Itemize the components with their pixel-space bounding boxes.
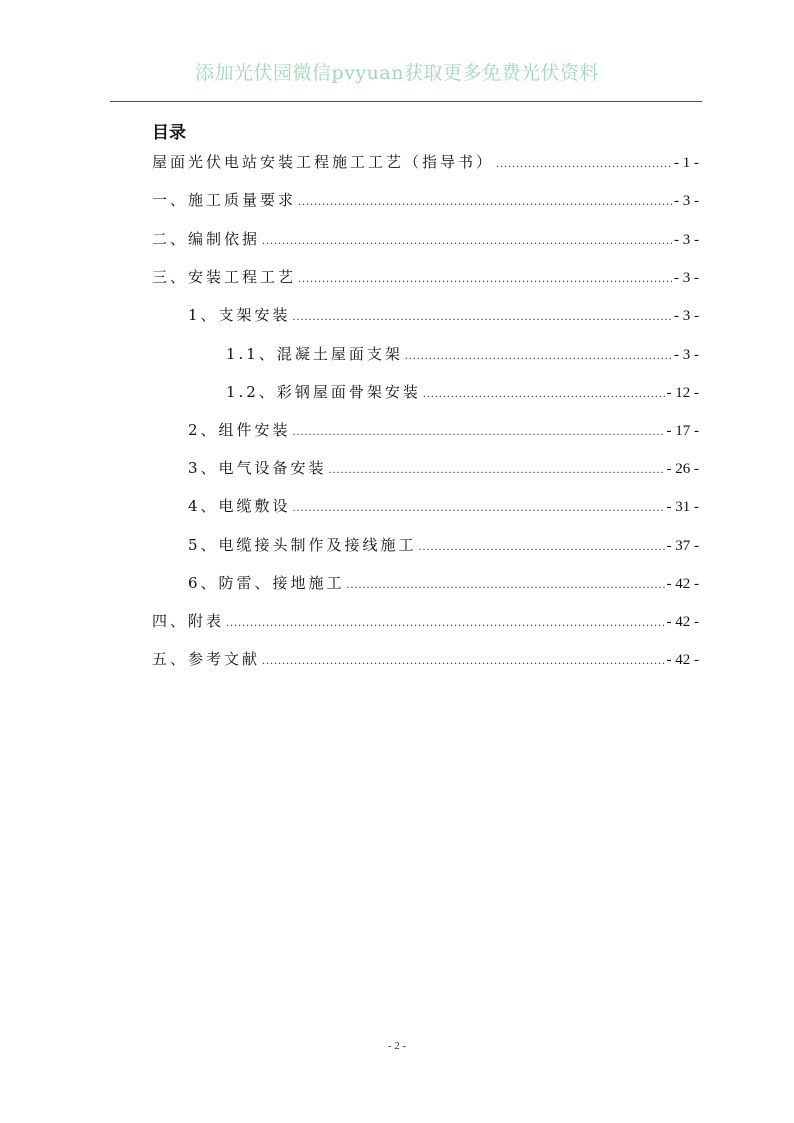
toc-entry-page: - 12 - xyxy=(666,385,699,401)
toc-leader-dots xyxy=(347,572,665,596)
toc-entry-page: - 3 - xyxy=(674,308,699,324)
toc-leader-dots xyxy=(293,304,672,328)
toc-leader-dots xyxy=(262,648,664,672)
toc-entry-label: 5、电缆接头制作及接线施工 xyxy=(188,536,417,554)
toc-entry[interactable] xyxy=(188,303,699,327)
toc-entry[interactable] xyxy=(152,647,699,671)
toc-entry-label: 4、电缆敷设 xyxy=(188,497,291,515)
toc-entry[interactable] xyxy=(152,227,699,251)
toc-leader-dots xyxy=(262,228,672,252)
toc-leader-dots xyxy=(329,457,665,481)
toc-entry[interactable] xyxy=(226,342,699,366)
toc-entry-label: 1、支架安装 xyxy=(188,306,291,324)
toc-entry[interactable] xyxy=(152,265,699,289)
toc-entry-page: - 42 - xyxy=(666,576,699,592)
toc-leader-dots xyxy=(496,151,672,175)
toc-leader-dots xyxy=(298,266,672,290)
header-watermark: 添加光伏园微信pvyuan获取更多免费光伏资料 xyxy=(195,62,599,84)
toc-entry-page: - 17 - xyxy=(666,423,699,439)
toc-leader-dots xyxy=(293,419,665,443)
toc-entry-page: - 26 - xyxy=(666,461,699,477)
toc-entry-label: 一、施工质量要求 xyxy=(152,191,297,209)
toc-entry-label: 2、组件安装 xyxy=(188,421,291,439)
toc-entry-page: - 3 - xyxy=(674,270,699,286)
toc-leader-dots xyxy=(293,495,665,519)
toc-entry[interactable] xyxy=(188,456,699,480)
toc-leader-dots xyxy=(226,610,664,634)
toc-entry-label: 6、防雷、接地施工 xyxy=(188,574,345,592)
toc-entry-page: - 42 - xyxy=(666,652,699,668)
toc-title: 目录 xyxy=(152,123,186,143)
toc-entry[interactable] xyxy=(152,188,699,212)
toc-entry-page: - 3 - xyxy=(674,347,699,363)
toc-entry[interactable] xyxy=(152,150,699,174)
toc-leader-dots xyxy=(423,381,665,405)
toc-leader-dots xyxy=(298,189,672,213)
toc-entry[interactable] xyxy=(152,609,699,633)
toc-entry[interactable] xyxy=(188,533,699,557)
toc-entry-page: - 1 - xyxy=(674,155,699,171)
toc-entry[interactable] xyxy=(188,494,699,518)
toc-entry-label: 三、安装工程工艺 xyxy=(152,268,297,286)
toc-entry-page: - 37 - xyxy=(666,538,699,554)
toc-entry-page: - 3 - xyxy=(674,232,699,248)
toc-entry-label: 屋面光伏电站安装工程施工工艺（指导书） xyxy=(152,153,495,171)
toc-leader-dots xyxy=(419,534,665,558)
toc-entry-page: - 42 - xyxy=(666,614,699,630)
toc-entry-label: 四、附表 xyxy=(152,612,225,630)
toc-entry-label: 1.2、彩钢屋面骨架安装 xyxy=(226,383,421,401)
toc-entry-label: 1.1、混凝土屋面支架 xyxy=(226,345,403,363)
toc-entry-label: 二、编制依据 xyxy=(152,230,261,248)
toc-entry[interactable] xyxy=(188,571,699,595)
toc-leader-dots xyxy=(405,343,672,367)
toc-entry[interactable] xyxy=(226,380,699,404)
page-number: - 2 - xyxy=(387,1040,407,1052)
toc-entry-page: - 31 - xyxy=(666,499,699,515)
toc-entry-label: 3、电气设备安装 xyxy=(188,459,327,477)
toc-entry[interactable] xyxy=(188,418,699,442)
header-divider xyxy=(110,101,702,102)
toc-entry-label: 五、参考文献 xyxy=(152,650,261,668)
toc-entry-page: - 3 - xyxy=(674,193,699,209)
